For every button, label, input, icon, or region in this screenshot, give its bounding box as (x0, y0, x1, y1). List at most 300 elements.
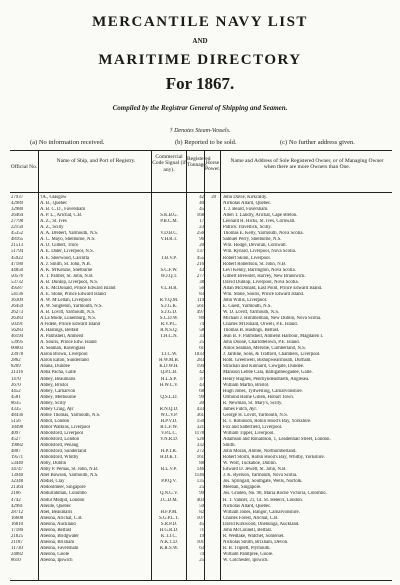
owner: John Davie, Kirkcaldy. (223, 195, 268, 200)
ship-name: Abbey, Carnarvon (40, 388, 76, 394)
tonnage: 1146 (194, 473, 204, 479)
tonnage: 146 (196, 467, 204, 473)
signal-code: R.N.Q.D. (159, 406, 179, 412)
owner: Thomas B. Hastings, Belfast. (223, 328, 280, 334)
title-line-1: MERCANTILE NAVY LIST (92, 14, 308, 30)
official-number: 19082 (11, 443, 23, 449)
official-number: 16608 (11, 515, 23, 521)
column-header-name: Name of Ship, and Port of Registry. (56, 158, 136, 164)
official-number: 11730 (11, 545, 23, 551)
owner: Adamson and Ronaldson, 1, Leadenhall Street, London. (223, 437, 331, 442)
signal-code: W.J.Q.T. (160, 273, 178, 279)
owner: Charles Forest, Arichat, C.B. (223, 515, 279, 521)
signal-code: S.J.G.D. (160, 309, 178, 315)
official-number: 2106 (11, 491, 21, 497)
owner: Meeban, Singapore. (223, 485, 262, 491)
tonnage: 497 (196, 309, 204, 315)
official-number: 45922 (11, 255, 23, 261)
signal-code: K.T.J.C. (161, 533, 177, 539)
signal-code: R.V.Q.M. (159, 297, 179, 303)
official-number: 60003 (11, 346, 23, 352)
official-number: 51794 (11, 249, 23, 255)
compiled-by: Compiled by the Registrar General of Shipping and Seamen. (112, 104, 288, 112)
column-header-owner: Name and Address of Sole Registered Owner, or of Managing Owner when there are more Owners than One. (230, 158, 384, 171)
official-number: 26273 (11, 309, 23, 315)
ship-name: Abdoolmeer, Singapore (40, 485, 86, 491)
ship-name: A. Z., Scilly (40, 225, 64, 231)
ship-name: Abdul Medjid, London (40, 497, 85, 503)
ship-name: Abbie Thomas, Yarmouth, N.S. (40, 412, 101, 418)
legend-a: (a) No information received. (30, 139, 105, 146)
owner: W. Colchester, Ipswich. (223, 558, 269, 563)
legend (30, 139, 380, 149)
owner: Wm. Stone, Souris, Prince Edward Island. (223, 291, 305, 297)
owner: J. Jardine, Sons, & Trafford, Chambers, Liverpool. (223, 352, 321, 358)
table-bottom-rule (10, 580, 392, 581)
tonnage: 74 (199, 551, 204, 557)
signal-code: H.G.R.D. (159, 527, 179, 533)
title-and: AND (192, 37, 208, 45)
ship-name: A. J. Smith, St. John, N.B. (40, 261, 91, 267)
ship-name: A. Z., St. Ives (40, 219, 67, 225)
owner: Robt. Greenwell, Bishopwearmouth, Durham. (223, 358, 312, 364)
table-top-rule (10, 150, 392, 151)
ship-name: A. Seaman, Ravenglass (40, 346, 86, 352)
owner: R. Wedlake, Watchet, Somerset. (223, 533, 285, 539)
tonnage: 256 (196, 231, 204, 237)
tonnage: 17 (199, 219, 204, 225)
owner: Michael J. Himmelman, New Dublin, Nova Scotia. (223, 316, 322, 321)
owner: R. B. Triplett, Plymouth. (223, 545, 271, 551)
owner: Gilbert Brewster, Harvey, New Brunswick. (223, 273, 306, 279)
signal-code: V.P.L.C. (161, 430, 177, 436)
ship-name: Aaron Eaton, Sunderland (40, 358, 89, 364)
official-number: 32348 (11, 479, 23, 485)
ship-name: Abbotsford, Liverpool (40, 430, 84, 436)
ship-name: A. W. M'Lellan, Liverpool (40, 297, 91, 303)
steam-note: † Denotes Steam-Vessels. (169, 128, 231, 134)
official-number: 48436 (11, 412, 23, 418)
owner: David Dunlop, Liverpool, Nova Scotia. (223, 279, 299, 285)
owner: Robert Skinn, Liverpool. (223, 255, 271, 261)
tonnage: 83 (199, 291, 204, 297)
ship-name: A. K. M'Kenzie, Shelburne (40, 267, 93, 273)
ship-name: Abbey Craig, Ayr (40, 406, 74, 412)
ship-name: Abbotsford, Whitby (40, 455, 79, 461)
owner: John McConnell, Belfast. (223, 527, 273, 533)
tonnage: 1033 (194, 352, 204, 358)
table-row (0, 558, 400, 564)
ship-name: Abeona, Ipswich (40, 558, 73, 563)
official-number: 24082 (11, 551, 23, 557)
title-year: For 1867. (165, 74, 235, 93)
official-number: 46194 (11, 334, 23, 340)
signal-code: P.P.Q.V. (161, 479, 177, 485)
signal-code: S.K.B.G. (160, 213, 178, 219)
signal-code: V.H.R.T. (160, 237, 178, 243)
tonnage: 63 (199, 545, 204, 551)
signal-code: T.H.C.N. (160, 334, 178, 340)
official-number: 53440 (11, 461, 23, 467)
legend-c: (c) No further address given. (280, 139, 355, 146)
official-number: 13940 (11, 473, 23, 479)
owner: David Kirkwood, Onehunga, Auckland. (223, 521, 300, 527)
official-number: 19571 (11, 455, 23, 461)
official-number: 18498 (11, 424, 23, 430)
tonnage: 82 (199, 509, 204, 515)
owner: Wm. Hodge, Devoran, Cornwall. (223, 243, 287, 249)
tonnage: 42 (199, 370, 204, 376)
official-number: 42981 (11, 503, 23, 509)
ship-name: A. T. Palmer, St. John, N.B. (40, 273, 94, 279)
official-number: 27798 (11, 219, 23, 225)
official-number: 16810 (11, 521, 23, 527)
tonnage: 56 (199, 285, 204, 291)
tonnage: 101 (196, 539, 204, 545)
official-number: 54136 (11, 291, 23, 297)
tonnage: 403 (196, 497, 204, 503)
official-number: 48165 (11, 237, 23, 243)
ship-name: Abeille, Quebec (40, 503, 72, 509)
tonnage: 119 (196, 297, 204, 303)
signal-code: K.D.W.H. (159, 364, 179, 370)
tonnage: 20 (199, 400, 204, 406)
owner: William Pamtpree, Goole. (223, 551, 274, 557)
tonnage: 321 (196, 424, 204, 430)
owner: Jos. Springall, Southgate, Wells, Norfolk. (223, 479, 303, 485)
owner: William Tipper, Liverpool. (223, 430, 275, 436)
tonnage: 43 (199, 267, 204, 273)
tonnage: 37 (199, 376, 204, 382)
tonnage: 42 (199, 195, 204, 200)
ship-name: Abeona, Brixham (40, 539, 75, 545)
tonnage: 20 (199, 243, 204, 249)
ship-name: Abbey, Bristol (40, 382, 68, 388)
owner: Henry Hughes, Penrhyndeudraeth, Anglesea. (223, 376, 310, 382)
column-header-tonnage: Registered Tonnage. (187, 156, 211, 169)
official-number: 4452 (11, 388, 21, 394)
signal-code: R.L.V.P. (161, 467, 177, 473)
tonnage: 45 (199, 207, 204, 213)
ship-name: A. Palmshell, Amherst (40, 334, 84, 340)
tonnage: 99 (199, 394, 204, 400)
owner: Allan McDonald, East Point, Prince Edward Island. (223, 285, 323, 291)
ship-name: Abbot Watkins, Liverpool (40, 424, 91, 430)
official-number: 53995 (11, 340, 23, 346)
signal-code: H.P.T.R. (160, 449, 178, 455)
tonnage: 272 (196, 449, 204, 455)
official-number: 4807 (11, 449, 21, 455)
ship-name: Abbey, Beaumaris (40, 376, 76, 382)
tonnage: 528 (196, 437, 204, 442)
owner: Robert Robertson, St. John, N.B. (223, 261, 287, 267)
tonnage: 45 (199, 521, 204, 527)
tonnage: 137 (196, 249, 204, 255)
owner: Ormond Home Gillen, Hobart Town. (223, 394, 294, 400)
owner: Levi Kenny, Barrington, Nova Scotia. (223, 267, 296, 273)
signal-code: H.L.S.P. (161, 376, 177, 382)
owner: H. T. Vanner, 21, Gt. St. Helen's, London. (223, 497, 303, 503)
signal-code: H.D.K.T. (160, 455, 178, 461)
official-number: 4097 (11, 430, 21, 436)
official-number: 21513 (11, 243, 23, 249)
owner: W. D. Lovitt, Yarmouth, N.S. (223, 309, 280, 315)
tonnage: 59 (199, 503, 204, 509)
owner: W. Wolf, Tuckahoe, Dublin. (223, 461, 277, 467)
tonnage: 455 (196, 255, 204, 261)
ship-name: Abbot, London (40, 418, 70, 424)
owner: Nicholas Allard, Quebec. (223, 201, 272, 207)
ship-name: A. B. Dunlop, Liverpool, N.S. (40, 279, 99, 285)
owner: Wm. Rynard, Liverpool, Nova Scotia. (223, 249, 297, 255)
official-number: 23978 (11, 352, 23, 358)
official-number: 8610 (11, 558, 21, 563)
official-number: 28712 (11, 509, 23, 515)
owner: Fox and Satterfield, Liverpool. (223, 424, 283, 430)
signal-code: T.J.C.W. (160, 352, 178, 358)
ship-name: A Fidele, Prince Edward Island (40, 322, 101, 328)
owner: Edward D. Jewett, St. John, N.B. (223, 467, 287, 473)
ship-name: Abbey, Melbourne (40, 394, 76, 400)
signal-code: N.K.T.D. (160, 539, 178, 545)
official-number: 4335 (11, 406, 21, 412)
official-number: 5156 (11, 418, 21, 424)
official-number: 1470 (11, 376, 21, 382)
ship-name: Abel Bowson, Yarmouth, N.S. (40, 473, 99, 479)
official-number: 36309 (11, 297, 23, 303)
signal-code: H.F.P.M. (160, 509, 178, 515)
tonnage: 61 (199, 346, 204, 352)
signal-code: S.G.P.L.T. (159, 515, 179, 521)
official-number: 42989 (11, 201, 23, 207)
official-number: 34747 (11, 467, 23, 473)
owner: Nicholas Smith, Brixham, Devon. (223, 539, 289, 545)
owner: Jean B. F. Palmshell, Amherst Harbour, Magdalen I. (223, 334, 324, 340)
official-number: 56283 (11, 328, 23, 334)
owner: R. T. Robinson, Robin Hood's Bay, Yorkshire. (223, 418, 312, 424)
legend-b: (b) Reported to be sold. (175, 139, 237, 146)
tonnage: 433 (196, 406, 204, 412)
tonnage: 25 (199, 485, 204, 491)
signal-code: J.C.D.M. (160, 497, 178, 503)
ship-name: A. C. Mayo, Shelburne, N.S. (40, 237, 96, 243)
ship-name: Abeona, Faversham (40, 545, 79, 551)
table-header-rule (10, 192, 392, 193)
owner: Charles M'Donald, Orwell, P.E. Island. (223, 322, 298, 328)
official-number: 17180 (11, 527, 23, 533)
owner: Thomas E. Kelly, Yarmouth, Nova Scotia. (223, 231, 304, 237)
owner: J. K. Ryerson, Yarmouth, Nova Scotia. (223, 473, 298, 479)
ship-name: A. D. Gilbert, Truro (40, 243, 79, 249)
tonnage: 40 (199, 201, 204, 207)
owner: Leonard H. Hicks, St. Ives, Cornwall. (223, 219, 296, 225)
signal-code: S.J.G.K. (160, 303, 178, 309)
ship-name: A. W. Singleton, Yarmouth, N.S. (40, 303, 103, 309)
official-number: 4527 (11, 437, 21, 442)
owner: Strachan and Kinnaird, Cowgate, Dundee. (223, 364, 305, 370)
official-number: 8635 (11, 400, 21, 406)
tonnage: 43 (199, 382, 204, 388)
official-number: 45352 (11, 231, 23, 237)
owner: Smith. (223, 443, 236, 449)
official-number: 50576 (11, 273, 23, 279)
official-number: 21825 (11, 533, 23, 539)
tonnage: 361 (196, 412, 204, 418)
ship-name: A. E. Stone, Prince Edward Island (40, 291, 106, 297)
ship-name: A La Mode, Lunenburg, N.S. (40, 316, 97, 321)
owner: E. Guest, Yarmouth, N.S. (223, 303, 272, 309)
ship-name: A. E. McDonald, Prince Edward Island (40, 285, 116, 291)
owner: John Moran, Amble, Northumberland. (223, 449, 297, 455)
owner: R. Newman, St. Mary's, Scilly. (223, 400, 283, 406)
signal-code: Q.S.L.D. (160, 394, 178, 400)
ship-name: A. Hastings, Belfast (40, 328, 79, 334)
owner: T. J. Beard, Faversham. (223, 207, 269, 213)
ship-name: Abeona, Belfast (40, 527, 71, 533)
ship-name: A. E. Sherwood, Calcutta (40, 255, 90, 261)
signal-code: R.N.S.Q. (160, 328, 178, 334)
owner: Nicholas Allard, Quebec. (223, 503, 272, 509)
official-number: 47180 (11, 261, 23, 267)
signal-code: V.N.R.D. (160, 437, 178, 442)
ship-name: †A., Glasgow (40, 195, 67, 200)
tonnage: 216 (196, 261, 204, 267)
owner: Mansion Lebbe Cala, Balligalheogadee, Galle. (223, 370, 313, 376)
signal-code: H.P.V.D. (160, 418, 178, 424)
official-number: 8209 (11, 364, 21, 370)
signal-code: V.L.H.R. (160, 285, 178, 291)
signal-code: S.C.F.W. (160, 267, 178, 273)
owner: Jos. Gruden, No. 90, Maria Roche Victoria, Colombo. (223, 491, 327, 497)
ship-name: A. P. L., Arichat, C.B. (40, 213, 83, 219)
tonnage: 150 (196, 418, 204, 424)
signal-code: T.B.V.P. (161, 255, 177, 261)
ship-name: Abdulrahman, Colombo (40, 491, 87, 497)
tonnage: 80 (199, 316, 204, 321)
owner: Allen T. Landry, Arichat, Cape Breton. (223, 213, 298, 219)
tonnage: 38 (199, 279, 204, 285)
owner: John Willis, Liverpool. (223, 297, 268, 303)
ship-name: Abbotsford, London (40, 437, 80, 442)
ship-name: Abbotsford, Sunderland (40, 449, 87, 455)
ship-name: A. B. C. D., Faversham (40, 207, 86, 213)
column-header-signal: Commercial Code Signal (if any). (152, 154, 186, 173)
signal-code: Q.P.C.B. (160, 370, 178, 376)
official-number: 49587 (11, 285, 23, 291)
tonnage: 58 (199, 328, 204, 334)
owner: Patrick Travellick, Scilly. (223, 225, 272, 231)
official-number: 50391 (11, 322, 23, 328)
ship-name: Abana, Dundee (40, 364, 70, 370)
official-number: 4581 (11, 394, 21, 400)
signal-code: R.V.P.C. (160, 322, 178, 328)
owner: Samuel Perry, Shelburne, N.S. (223, 237, 282, 243)
owner: James Futch, Ayr. (223, 406, 257, 412)
tonnage: 161 (196, 455, 204, 461)
owner: Amos Seaman, Mersdie, Cumberland, N.S. (223, 346, 307, 352)
official-number: 22150 (11, 225, 23, 231)
tonnage: 283 (196, 358, 204, 364)
ship-name: Abdiel, Clay (40, 479, 65, 485)
signal-code: K.R.S.W. (159, 545, 179, 551)
tonnage: 135 (196, 479, 204, 485)
ship-name: Abeona, Goole (40, 551, 70, 557)
owner: Hugh Jones, Tydweiliog, Carnarvonshire. (223, 388, 303, 394)
official-number: 26383 (11, 316, 23, 321)
ship-name: Abby, Dublin (40, 461, 67, 467)
column-header-official: Official No. (10, 164, 38, 170)
tonnage: 23 (199, 225, 204, 231)
tonnage: 19 (199, 533, 204, 539)
signal-code: V.D.B.C. (160, 231, 178, 237)
tonnage: 99 (199, 491, 204, 497)
ship-name: Abeona, Bridgwater (40, 533, 79, 539)
ship-name: A. E. Dater, Liverpool, N.S. (40, 249, 94, 255)
official-number: 26459 (11, 303, 23, 309)
official-number: 44850 (11, 267, 23, 273)
tonnage: 561 (196, 303, 204, 309)
signal-code: W.C.V.P. (160, 412, 178, 418)
signal-code: H.W.C.V. (159, 382, 179, 388)
tonnage: 96 (199, 237, 204, 243)
tonnage: 25 (199, 558, 204, 563)
ship-name: Aaron Brown, Liverpool (40, 352, 88, 358)
owner: William Jones, Bangor, Carnarvonshire. (223, 509, 300, 515)
ship-name: A. Souris, Prince Edw. Island (40, 340, 97, 346)
signal-code: P.B.C.M. (160, 219, 178, 225)
official-number: 27937 (11, 195, 23, 200)
official-number: 21187 (11, 539, 23, 545)
official-number: 53732 (11, 279, 23, 285)
tonnage: 1178 (194, 430, 204, 436)
owner: John Doone, Charlottetown, P.E. Island. (223, 340, 300, 346)
official-number: 4742 (11, 497, 21, 503)
official-number: 26464 (11, 213, 23, 219)
column-header-horse-power: Horse Power. (205, 160, 221, 173)
tonnage: 88 (199, 461, 204, 467)
official-number: 2862 (11, 358, 21, 364)
tonnage: 107 (196, 515, 204, 521)
ship-name: A. B., Quebec (40, 201, 68, 207)
official-number: 21364 (11, 485, 23, 491)
ship-name: Abby P. Pemas, St. John, N.B. (40, 467, 99, 473)
tonnage: 33 (199, 334, 204, 340)
signal-code: S.C.D.W. (159, 316, 179, 321)
owner: Robert Storm, Robin Hood's Bay, Whitby, Yorkshire. (223, 455, 325, 461)
owner: William Martin, Bristol. (223, 382, 270, 388)
tonnage: 194 (196, 364, 204, 370)
tonnage: 277 (196, 273, 204, 279)
signal-code: Q.N.G.V. (159, 491, 179, 497)
horse-power: 20 (211, 195, 216, 200)
official-number: 2670 (11, 382, 21, 388)
tonnage: 25 (199, 340, 204, 346)
tonnage: 68 (199, 388, 204, 394)
tonnage: 332 (196, 443, 204, 449)
signal-code: S.R.P.D. (160, 521, 178, 527)
ship-name: Abel, Beaumaris (40, 509, 73, 515)
ship-name: Abbey, Scilly (40, 400, 67, 406)
ship-name: Abeona, Arichat, C.B. (40, 515, 83, 521)
owner: George H. Lovitt, Yarmouth, N.S. (223, 412, 288, 418)
signal-code: R.C.F.W. (160, 424, 178, 430)
ship-name: A. B. Lovitt, Yarmouth, N.S. (40, 309, 96, 315)
ship-name: Abbotsford, Penang (40, 443, 79, 449)
title-line-2: MARITIME DIRECTORY (98, 52, 302, 68)
tonnage: 71 (199, 527, 204, 533)
ship-name: A. A. Drebert, Yarmouth, N.S. (40, 231, 99, 237)
ship-name: Abba Pacha, Galle (40, 370, 76, 376)
